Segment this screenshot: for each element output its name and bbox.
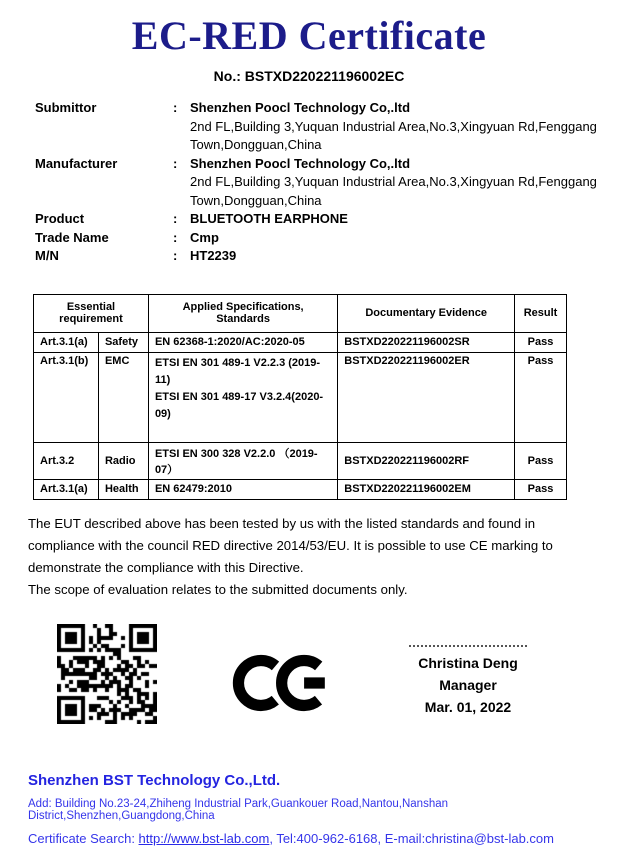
field-row-address [35,192,618,211]
signature-date: Mar. 01, 2022 [424,698,512,715]
footer [28,772,618,846]
cell-standards: ETSI EN 301 489-1 V2.2.3 (2019-11) ETSI EN 301 489-17 V3.2.4(2020-09) [148,352,337,442]
field-value: HT2239 [190,248,237,263]
field-row-address [35,136,618,155]
cell-result: Pass [515,352,567,442]
cell-evidence: BSTXD220221196002RF [338,442,515,479]
field-value: Shenzhen Poocl Technology Co,.ltd [190,155,411,171]
header-documentary-evidence: Documentary Evidence [338,294,515,332]
cell-category: Safety [98,332,148,352]
field-label: Product [35,211,85,226]
field-row-address [35,118,618,137]
field-row-product [35,210,618,229]
certificate-page [0,12,618,846]
table-row-radio [34,442,567,479]
certificate-number: No.: BSTXD220221196002EC [213,68,405,84]
cell-evidence: BSTXD220221196002EM [338,479,515,499]
certificate-search-link[interactable]: http://www.bst-lab.com [138,830,270,846]
statement-scope: The scope of evaluation relates to the submitted documents only. [28,581,408,597]
cell-category: Radio [98,442,148,479]
cell-article: Art.3.1(a) [34,479,99,499]
certificate-search-label: Certificate Search: [28,830,139,846]
cell-article: Art.3.2 [34,442,99,479]
cell-result: Pass [515,442,567,479]
header-applied-specifications: Applied Specifications, Standards [148,294,337,332]
statement-paragraph: The EUT described above has been tested by us with the listed standards and found in compliance with the council RED directive 2014/53/EU. It is possible to use CE marking to demonstrate the compliance with this Directive. [28,515,553,575]
field-colon: : [173,100,178,115]
field-colon: : [173,211,178,226]
cell-category: Health [98,479,148,499]
field-label: M/N [35,248,59,263]
field-value: BLUETOOTH EARPHONE [190,211,348,226]
cell-article: Art.3.1(b) [34,352,99,442]
table-row-health [34,479,567,499]
cell-standards: EN 62368-1:2020/AC:2020-05 [148,332,337,352]
signature-block [352,644,584,718]
footer-contact: , Tel:400-962-6168, E-mail:christina@bst-lab.com [269,830,554,846]
field-address-line: 2nd FL,Building 3,Yuquan Industrial Area,No.3,Xingyuan Rd,Fenggang [190,174,597,189]
field-value: Shenzhen Poocl Technology Co,.ltd [190,100,411,115]
field-label: Manufacturer [35,155,118,171]
ce-mark [235,651,330,715]
header-result: Result [515,294,567,332]
field-address-line: Town,Dongguan,China [190,137,322,152]
cell-result: Pass [515,479,567,499]
qr-code [57,624,157,724]
field-colon: : [173,155,178,171]
field-value: Cmp [190,229,219,245]
field-row-address [35,173,618,192]
table-row-emc [34,352,567,442]
signatory-name: Christina Deng [418,654,518,671]
requirements-table [33,294,567,500]
field-address-line: Town,Dongguan,China [190,192,322,208]
header-essential-requirement: Essential requirement [34,294,149,332]
field-row-model-number [35,247,618,266]
compliance-statement [28,513,598,601]
cell-standards: ETSI EN 300 328 V2.2.0 （2019-07） [148,442,337,479]
cell-category: EMC [98,352,148,442]
cell-result: Pass [515,332,567,352]
field-address-line: 2nd FL,Building 3,Yuquan Industrial Area,No.3,Xingyuan Rd,Fenggang [190,118,597,134]
cell-evidence: BSTXD220221196002SR [338,332,515,352]
footer-address: Add: Building No.23-24,Zhiheng Industrial Park,Guankouer Road,Nantou,Nanshan District,Shenzhen,Guangdong,China [28,797,449,822]
table-row-safety [34,332,567,352]
field-label: Trade Name [35,229,109,245]
certificate-title: EC-RED Certificate [131,13,487,58]
field-colon: : [173,248,178,263]
field-row-submittor [35,99,618,118]
cell-evidence: BSTXD220221196002ER [338,352,515,442]
footer-search-line [28,831,618,846]
marks-and-signature-row [0,624,618,728]
field-label: Submittor [35,100,97,115]
ce-mark-icon [235,651,330,715]
cell-standards: EN 62479:2010 [148,479,337,499]
table-header-row [34,294,567,332]
field-colon: : [173,229,178,245]
certificate-fields [35,99,618,266]
footer-company-name: Shenzhen BST Technology Co.,Ltd. [28,771,281,789]
cell-article: Art.3.1(a) [34,332,99,352]
signatory-role: Manager [439,676,497,693]
signature-dotted-line [409,644,527,647]
field-row-manufacturer [35,155,618,174]
field-row-trade-name [35,229,618,248]
